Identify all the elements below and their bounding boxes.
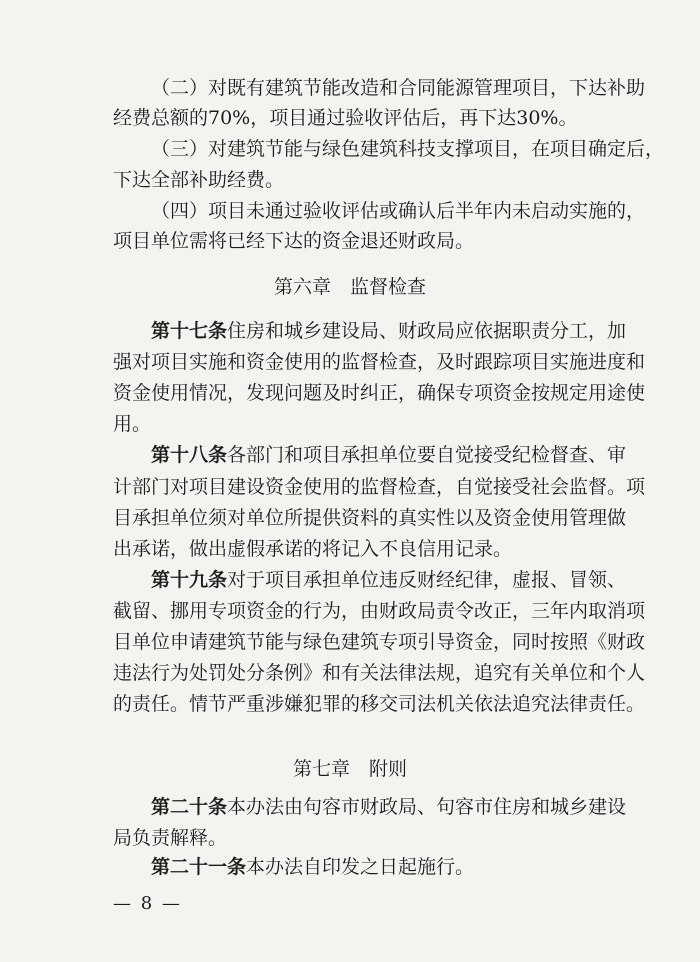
- article-20-line-2: 局负责解释。: [113, 827, 228, 849]
- article-19-line-5: 的责任。情节严重涉嫌犯罪的移交司法机关依法追究法律责任。: [113, 693, 646, 715]
- article-19-line-1: [151, 565, 627, 595]
- article-18-line-1: [151, 440, 627, 470]
- article-21-label: 第二十一条: [151, 856, 247, 878]
- article-19-line-2: 截留、挪用专项资金的行为，由财政局责令改正，三年内取消项: [113, 600, 646, 622]
- article-19-text-1: 对于项目承担单位违反财经纪律，虚报、冒领、: [227, 569, 627, 591]
- article-20-label: 第二十条: [151, 796, 228, 818]
- article-17-line-2: 强对项目实施和资金使用的监督检查，及时跟踪项目实施进度和: [113, 351, 646, 373]
- article-17-text-1: 住房和城乡建设局、财政局应依据职责分工，加: [227, 320, 627, 342]
- article-18-line-3: 目承担单位须对单位所提供资料的真实性以及资金使用管理做: [113, 507, 627, 529]
- article-18-line-2: 计部门对项目建设资金使用的监督检查，自觉接受社会监督。项: [113, 476, 646, 498]
- article-17-line-3: 资金使用情况，发现问题及时纠正，确保专项资金按规定用途使: [113, 382, 646, 404]
- article-20-text-1: 本办法由句容市财政局、句容市住房和城乡建设: [227, 796, 627, 818]
- article-19-label: 第十九条: [151, 569, 228, 591]
- article-17-line-4: 用。: [113, 413, 152, 435]
- page-number: — 8 —: [113, 893, 182, 914]
- article-19-line-3: 目单位申请建筑节能与绿色建筑专项引导资金，同时按照《财政: [113, 631, 646, 653]
- article-19-line-4: 违法行为处罚处分条例》和有关法律法规，追究有关单位和个人: [113, 662, 646, 684]
- chapter-6-heading: 第六章 监督检查: [273, 276, 426, 298]
- article-20-line-1: [151, 792, 627, 822]
- paragraph-4-line-2: 项目单位需将已经下达的资金退还财政局。: [113, 230, 475, 252]
- article-17-line-1: [151, 316, 627, 346]
- article-21-line-1: [151, 852, 623, 882]
- paragraph-4-line-1: （四）项目未通过验收评估或确认后半年内未启动实施的，: [151, 200, 646, 222]
- paragraph-3-line-1: （三）对建筑节能与绿色建筑科技支撑项目，在项目确定后，: [151, 138, 665, 160]
- article-18-line-4: 出承诺，做出虚假承诺的将记入不良信用记录。: [113, 538, 513, 560]
- chapter-7-heading: 第七章 附则: [292, 758, 407, 780]
- paragraph-3-line-2: 下达全部补助经费。: [113, 169, 285, 191]
- article-18-text-1: 各部门和项目承担单位要自觉接受纪检督查、审: [227, 444, 627, 466]
- article-17-label: 第十七条: [151, 320, 228, 342]
- article-21-text-1: 本办法自印发之日起施行。: [246, 856, 475, 878]
- paragraph-2-line-1: （二）对既有建筑节能改造和合同能源管理项目，下达补助: [151, 77, 646, 99]
- article-18-label: 第十八条: [151, 444, 228, 466]
- paragraph-2-line-2: 经费总额的70%，项目通过验收评估后，再下达30%。: [113, 107, 578, 129]
